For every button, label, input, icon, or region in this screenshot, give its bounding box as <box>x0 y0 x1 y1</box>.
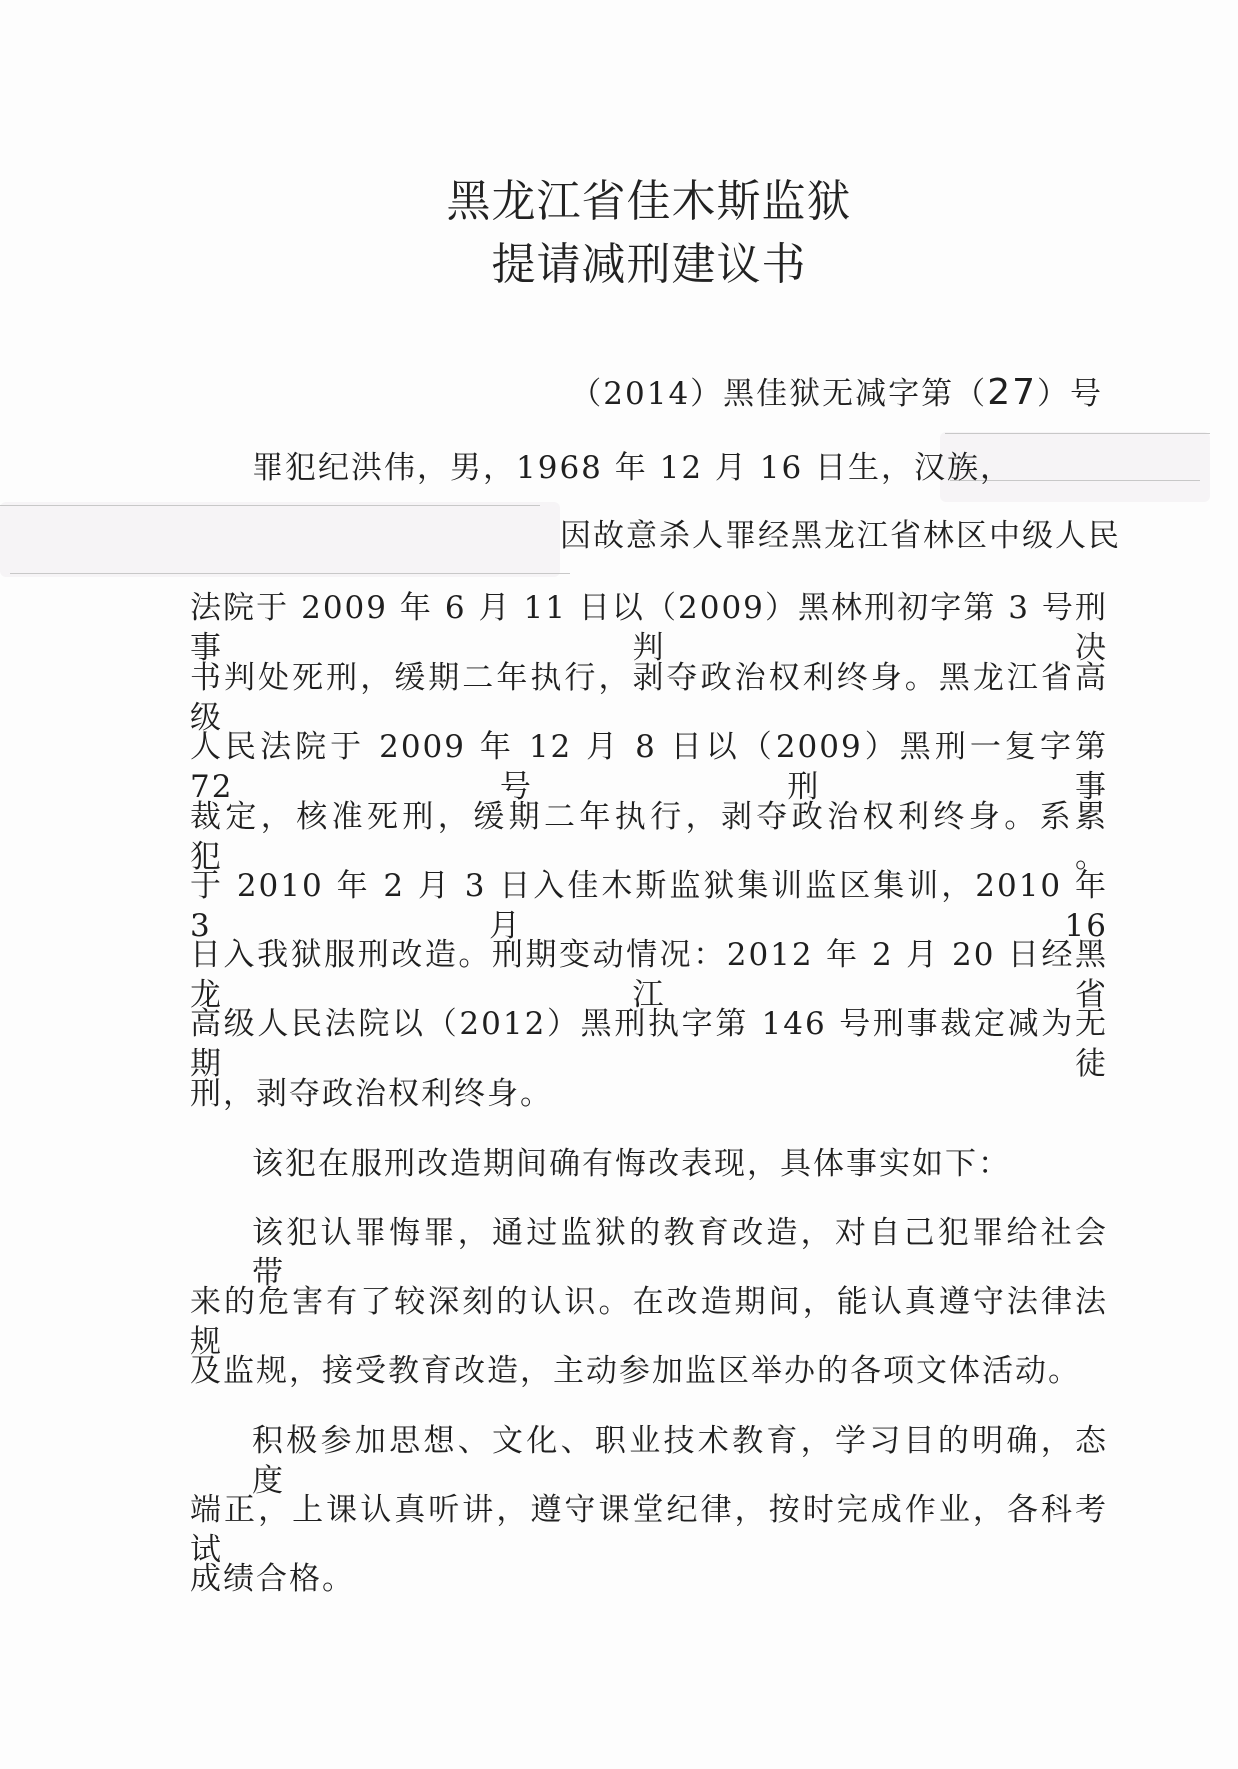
body-line: 高级人民法院以（2012）黑刑执字第 146 号刑事裁定减为无期徒 <box>190 1006 1108 1082</box>
body-line: 端正，上课认真听讲，遵守课堂纪律，按时完成作业，各科考试 <box>190 1492 1108 1568</box>
redaction-edge <box>945 433 1210 434</box>
body-line: 罪犯纪洪伟，男，1968 年 12 月 16 日生，汉族， <box>252 450 1014 486</box>
redaction-block <box>0 502 560 577</box>
body-line: 裁定，核准死刑，缓期二年执行，剥夺政治权利终身。系累犯。 <box>190 799 1108 875</box>
body-line: 该犯认罪悔罪，通过监狱的教育改造，对自己犯罪给社会带 <box>252 1215 1108 1291</box>
body-line: 刑，剥夺政治权利终身。 <box>190 1076 553 1112</box>
body-line: 来的危害有了较深刻的认识。在改造期间，能认真遵守法律法规 <box>190 1284 1108 1360</box>
body-line: 法院于 2009 年 6 月 11 日以（2009）黑林刑初字第 3 号刑事判决 <box>190 590 1108 666</box>
document-number-value: 27 <box>987 372 1037 413</box>
body-line: 积极参加思想、文化、职业技术教育，学习目的明确，态度 <box>252 1423 1108 1499</box>
body-line: 书判处死刑，缓期二年执行，剥夺政治权利终身。黑龙江省高级 <box>190 660 1108 736</box>
redaction-edge <box>0 505 540 506</box>
document-title-line1: 黑龙江省佳木斯监狱 <box>446 176 852 227</box>
body-line: 成绩合格。 <box>190 1561 355 1597</box>
redaction-edge <box>10 573 570 574</box>
body-line: 及监规，接受教育改造，主动参加监区举办的各项文体活动。 <box>190 1353 1081 1389</box>
document-number-suffix: ）号 <box>1037 376 1103 412</box>
body-line: 因故意杀人罪经黑龙江省林区中级人民 <box>560 518 1121 554</box>
document-title-line2: 提请减刑建议书 <box>491 239 807 290</box>
body-line: 人民法院于 2009 年 12 月 8 日以（2009）黑刑一复字第 72 号刑事 <box>190 729 1108 805</box>
document-number <box>570 368 1103 413</box>
body-line: 该犯在服刑改造期间确有悔改表现，具体事实如下： <box>252 1146 1011 1182</box>
body-line: 日入我狱服刑改造。刑期变动情况：2012 年 2 月 20 日经黑龙江省 <box>190 937 1108 1013</box>
document-number-prefix: （2014）黑佳狱无减字第（ <box>570 376 988 412</box>
body-line: 于 2010 年 2 月 3 日入佳木斯监狱集训监区集训，2010 年 3 月 16 <box>190 868 1108 944</box>
